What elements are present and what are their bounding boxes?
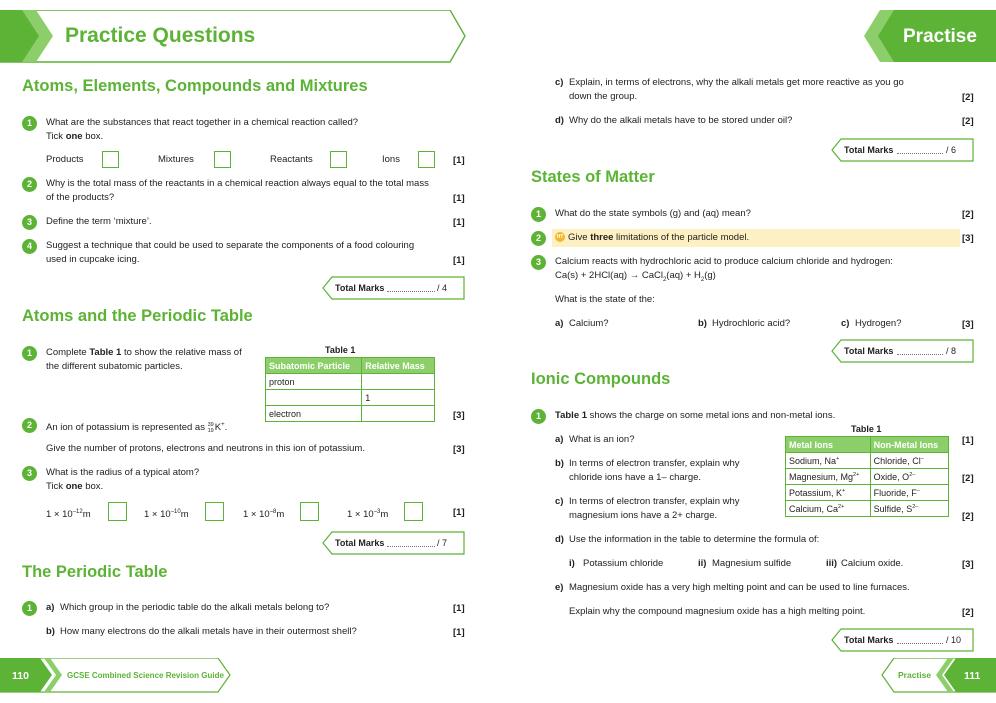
- question-text: Which group in the periodic table do the alkali metals belong to?: [60, 602, 330, 613]
- question-number: 3: [22, 215, 37, 230]
- question-text: What is the state of the:: [555, 294, 655, 305]
- tick-box[interactable]: [205, 502, 224, 521]
- higher-tier-icon: HT: [556, 234, 564, 241]
- chemical-equation: Ca(s) + 2HCl(aq) → CaCl$_2$(aq) + $H_2(g)$: [555, 270, 716, 283]
- table-cell: proton: [266, 374, 362, 390]
- sub-question-letter: c): [555, 77, 564, 88]
- marks: [2]: [962, 473, 974, 484]
- question-number: 2: [531, 231, 546, 246]
- section-heading-ionic-compounds: Ionic Compounds: [531, 370, 671, 388]
- marks: [1]: [962, 435, 974, 446]
- sub-question-letter: e): [555, 582, 564, 593]
- question-text: What is the radius of a typical atom?: [46, 467, 200, 478]
- tick-box[interactable]: [300, 502, 319, 521]
- question-text: Calcium?: [569, 318, 609, 329]
- total-marks-line: [897, 153, 943, 154]
- marks: [3]: [962, 559, 974, 570]
- marks: [2]: [962, 209, 974, 220]
- question-text: Suggest a technique that could be used to separate the components of a food colouring: [46, 240, 415, 251]
- question-text: magnesium ions have a 2+ charge.: [569, 510, 718, 521]
- total-marks-value: / 8: [946, 346, 957, 356]
- sub-question-numeral: ii): [698, 558, 707, 569]
- section-heading-atoms-elements: Atoms, Elements, Compounds and Mixtures: [22, 77, 368, 95]
- marks: [2]: [962, 92, 974, 103]
- question-text: Magnesium sulfide: [712, 558, 792, 569]
- question-instruction: Tick one box.: [46, 481, 104, 492]
- table-cell: Sodium, Na+: [786, 453, 871, 469]
- marks: [1]: [453, 603, 465, 614]
- table-title: Table 1: [851, 424, 882, 434]
- question-number: 1: [531, 207, 546, 222]
- table-cell: Magnesium, $Mg^{2+}$: [786, 469, 871, 485]
- question-text: Why do the alkali metals have to be stored under oil?: [569, 115, 793, 126]
- marks: [2]: [962, 511, 974, 522]
- sub-question-letter: b): [555, 458, 564, 469]
- total-marks-label: Total Marks: [844, 635, 894, 645]
- question-text: chloride ions have a 1– charge.: [569, 472, 702, 483]
- question-text: Calcium oxide.: [841, 558, 904, 569]
- question-text: used in cupcake icing.: [46, 254, 140, 265]
- question-number: 1: [22, 346, 37, 361]
- marks: [1]: [453, 627, 465, 638]
- option-label: Reactants: [270, 154, 313, 165]
- question-text: Potassium chloride: [583, 558, 664, 569]
- footer-book-title: GCSE Combined Science Revision Guide: [67, 671, 224, 680]
- question-text: Why is the total mass of the reactants in a chemical reaction always equal to the total mass: [46, 178, 429, 189]
- question-number: 1: [531, 409, 546, 424]
- marks: [3]: [962, 233, 974, 244]
- footer-practise-label: Practise: [898, 670, 932, 680]
- option-label: $1 \times 10^{-8}m$: [243, 509, 285, 521]
- ions-table: [785, 436, 949, 517]
- table-title: Table 1: [325, 345, 356, 355]
- tick-box[interactable]: [108, 502, 127, 521]
- practise-tab-label: Practise: [903, 26, 977, 47]
- section-heading-atoms-periodic-table: Atoms and the Periodic Table: [22, 307, 253, 325]
- question-text: What is an ion?: [569, 434, 635, 445]
- marks: [1]: [453, 255, 465, 266]
- question-number: 3: [531, 255, 546, 270]
- question-text: In terms of electron transfer, explain why: [569, 458, 740, 469]
- question-text: What do the state symbols (g) and (aq) mean?: [555, 208, 751, 219]
- option-label: $1 \times 10^{-3}m$: [347, 509, 389, 521]
- question-number: 3: [22, 466, 37, 481]
- total-marks-label: Total Marks: [335, 283, 385, 293]
- total-marks-value: / 7: [437, 538, 448, 548]
- question-text: Table 1 shows the charge on some metal ions and non-metal ions.: [555, 410, 836, 421]
- table-cell: Fluoride, F–: [870, 485, 948, 501]
- question-number: 1: [22, 116, 37, 131]
- sub-question-letter: d): [555, 534, 564, 545]
- page-number-left: 110: [12, 670, 29, 682]
- total-marks-value: / 4: [437, 283, 448, 293]
- table-header: Subatomic Particle: [266, 358, 362, 374]
- question-number: 4: [22, 239, 37, 254]
- tick-box[interactable]: [330, 151, 347, 168]
- question-text: How many electrons do the alkali metals have in their outermost shell?: [60, 626, 357, 637]
- question-text: of the products?: [46, 192, 115, 203]
- total-marks-line: [387, 291, 435, 292]
- table-cell-input[interactable]: [362, 374, 435, 390]
- marks: [1]: [453, 217, 465, 228]
- marks: [2]: [962, 116, 974, 127]
- question-text: Use the information in the table to determine the formula of:: [569, 534, 820, 545]
- question-text: An ion of potassium is represented as 39 19 K+.: [46, 421, 228, 434]
- sub-question-letter: c): [841, 318, 850, 329]
- table-cell: Chloride, Cl–: [870, 453, 948, 469]
- marks: [2]: [962, 607, 974, 618]
- sub-question-letter: a): [46, 602, 55, 613]
- tick-box[interactable]: [102, 151, 119, 168]
- tick-box[interactable]: [214, 151, 231, 168]
- marks: [3]: [453, 410, 465, 421]
- table-cell-input[interactable]: [362, 406, 435, 422]
- table-header: Relative Mass: [362, 358, 435, 374]
- section-heading-states-of-matter: States of Matter: [531, 168, 655, 186]
- subatomic-table: [265, 357, 435, 422]
- question-text: Give the number of protons, electrons and neutrons in this ion of potassium.: [46, 443, 365, 454]
- question-text: HT Give three limitations of the particle model.: [556, 232, 750, 243]
- option-label: $1 \times 10^{-10}m$: [144, 509, 189, 521]
- question-text: Complete Table 1 to show the relative mass of: [46, 347, 242, 358]
- table-cell: Potassium, K+: [786, 485, 871, 501]
- sub-question-numeral: iii): [826, 558, 838, 569]
- question-text: In terms of electron transfer, explain why: [569, 496, 740, 507]
- question-text: Hydrogen?: [855, 318, 902, 329]
- marks: [1]: [453, 507, 465, 518]
- page-number-right: 111: [964, 670, 981, 682]
- section-heading-periodic-table: The Periodic Table: [22, 563, 168, 581]
- tick-box[interactable]: [418, 151, 435, 168]
- question-number: 2: [22, 177, 37, 192]
- sub-question-letter: d): [555, 115, 564, 126]
- total-marks-line: [387, 546, 435, 547]
- sub-question-letter: a): [555, 318, 564, 329]
- table-cell-input[interactable]: [266, 390, 362, 406]
- sub-question-letter: b): [698, 318, 707, 329]
- marks: [3]: [962, 319, 974, 330]
- marks: [1]: [453, 193, 465, 204]
- sub-question-letter: c): [555, 496, 564, 507]
- marks: [1]: [453, 155, 465, 166]
- sub-question-letter: b): [46, 626, 55, 637]
- total-marks-label: Total Marks: [844, 346, 894, 356]
- total-marks-label: Total Marks: [335, 538, 385, 548]
- question-text: Define the term ‘mixture’.: [46, 216, 152, 227]
- table-cell: 1: [362, 390, 435, 406]
- tick-box[interactable]: [404, 502, 423, 521]
- question-text: What are the substances that react together in a chemical reaction called?: [46, 117, 359, 128]
- table-cell: Oxide, $O^{2-}$: [870, 469, 948, 485]
- question-text: Hydrochloric acid?: [712, 318, 791, 329]
- page-title: Practice Questions: [65, 24, 256, 47]
- option-label: $1 \times 10^{-12}m$: [46, 509, 91, 521]
- sub-question-numeral: i): [569, 558, 575, 569]
- option-label: Mixtures: [158, 154, 194, 165]
- option-label: Products: [46, 154, 84, 165]
- total-marks-line: [897, 354, 943, 355]
- total-marks-value: / 6: [946, 145, 957, 155]
- question-text: the different subatomic particles.: [46, 361, 183, 372]
- question-text: Explain why the compound magnesium oxide has a high melting point.: [569, 606, 866, 617]
- question-text: Explain, in terms of electrons, why the alkali metals get more reactive as you go: [569, 77, 904, 88]
- question-text: down the group.: [569, 91, 638, 102]
- question-text: Magnesium oxide has a very high melting point and can be used to line furnaces.: [569, 582, 910, 593]
- total-marks-value: / 10: [946, 635, 962, 645]
- question-text: Calcium reacts with hydrochloric acid to produce calcium chloride and hydrogen:: [555, 256, 893, 267]
- question-number: 1: [22, 601, 37, 616]
- table-header: Non-Metal Ions: [870, 437, 948, 453]
- table-header: Metal Ions: [786, 437, 871, 453]
- sub-question-letter: a): [555, 434, 564, 445]
- option-label: Ions: [382, 154, 400, 165]
- total-marks-label: Total Marks: [844, 145, 894, 155]
- marks: [3]: [453, 444, 465, 455]
- table-cell: Calcium, $Ca^{2+}$: [786, 501, 871, 517]
- question-number: 2: [22, 418, 37, 433]
- table-cell: Sulfide, $S^{2-}$: [870, 501, 948, 517]
- question-instruction: Tick one box.: [46, 131, 104, 142]
- total-marks-line: [897, 643, 943, 644]
- table-cell: electron: [266, 406, 362, 422]
